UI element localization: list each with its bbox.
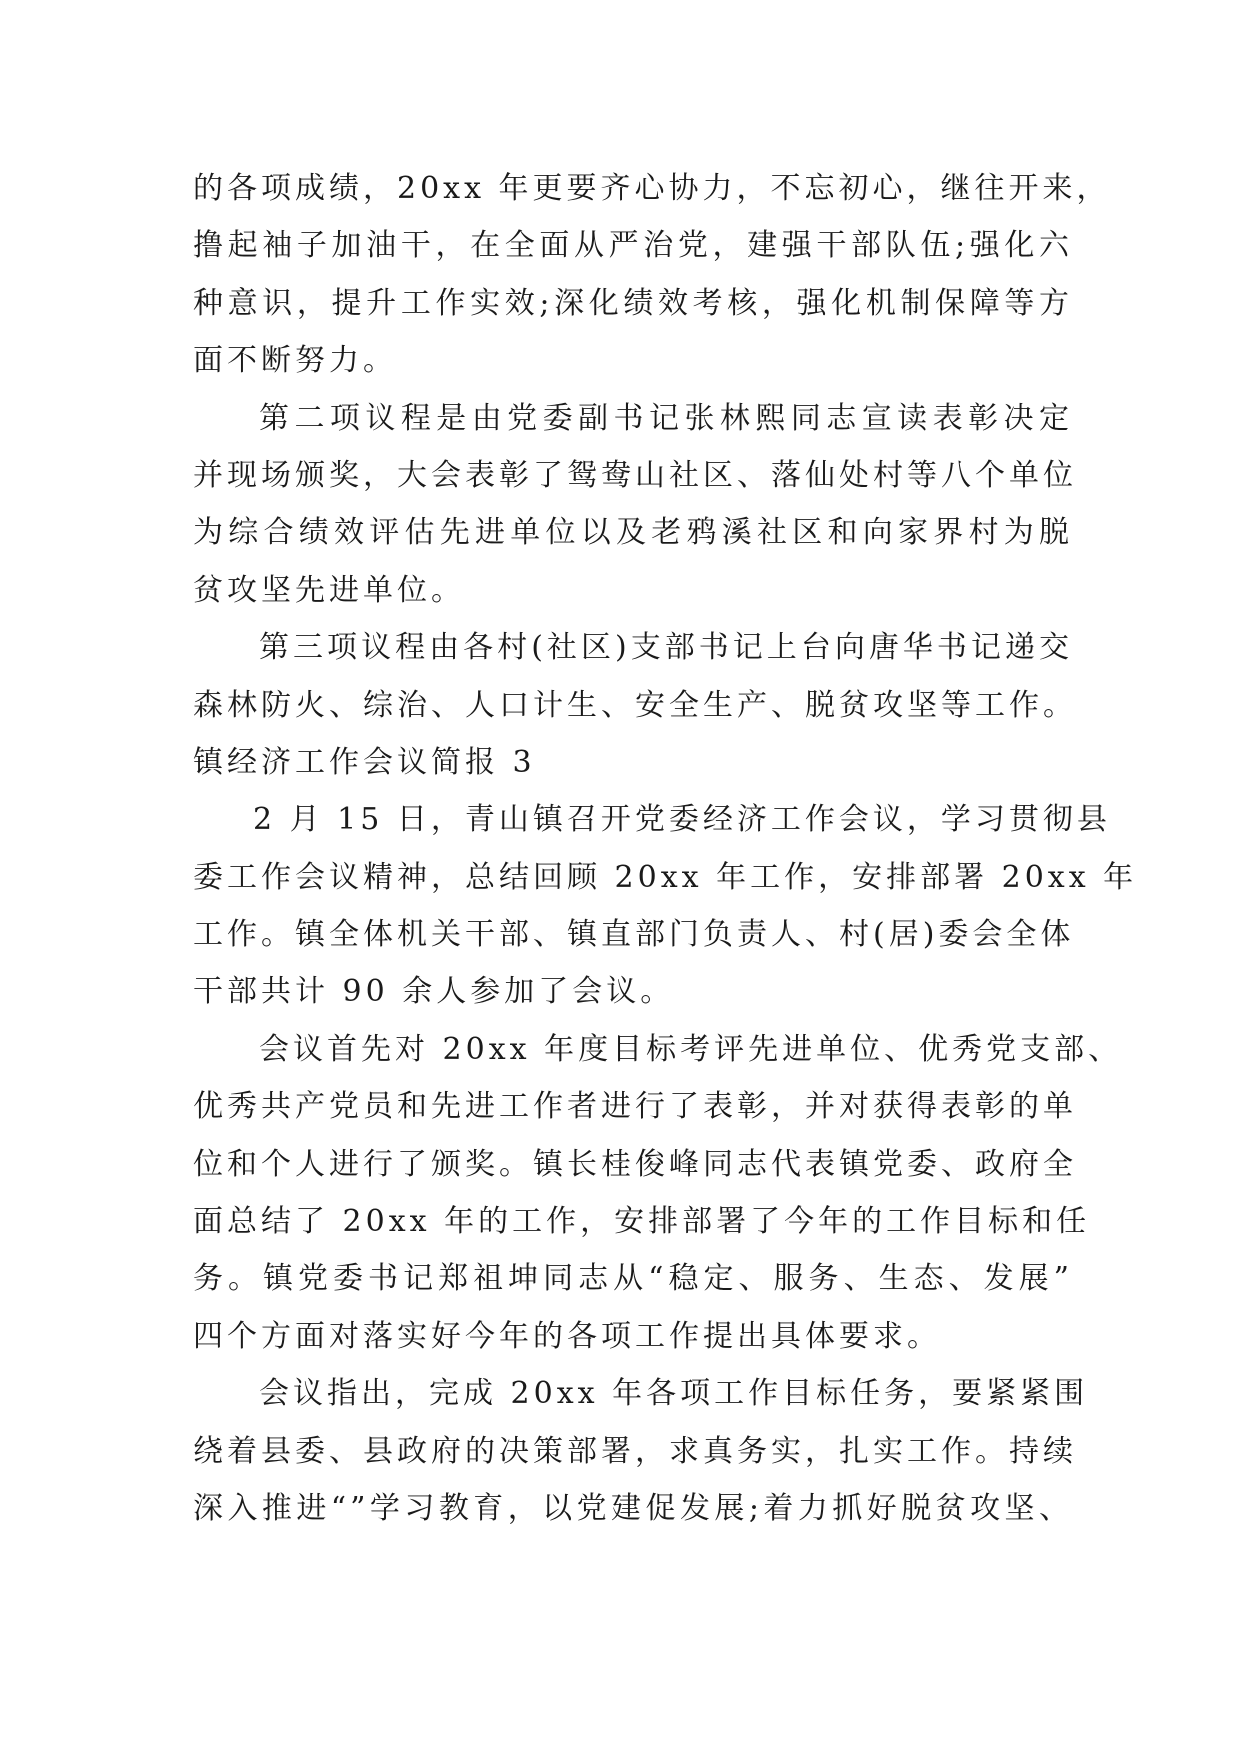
text-line: 四个方面对落实好今年的各项工作提出具体要求。: [193, 1318, 941, 1354]
paragraph-start-line: 第二项议程是由党委副书记张林熙同志宣读表彰决定: [259, 400, 1073, 436]
text-line: 位和个人进行了颁奖。镇长桂俊峰同志代表镇党委、政府全: [193, 1146, 1077, 1182]
text-line: 干部共计 90 余人参加了会议。: [193, 974, 675, 1010]
text-line: 委工作会议精神，总结回顾 20xx 年工作，安排部署 20xx 年: [193, 859, 1138, 895]
document-body: [193, 160, 1138, 1537]
text-line: 面总结了 20xx 年的工作，安排部署了今年的工作目标和任: [193, 1204, 1091, 1240]
text-line: 面不断努力。: [193, 343, 397, 379]
section-heading: 镇经济工作会议简报 3: [193, 744, 536, 780]
text-line: 深入推进“”学习教育，以党建促发展;着力抓好脱贫攻坚、: [193, 1490, 1073, 1526]
paragraph-start-line: 第三项议程由各村(社区)支部书记上台向唐华书记递交: [259, 630, 1073, 666]
text-line: 绕着县委、县政府的决策部署，求真务实，扎实工作。持续: [193, 1433, 1077, 1469]
paragraph-start-line: 会议指出，完成 20xx 年各项工作目标任务，要紧紧围: [259, 1376, 1089, 1412]
text-line: 工作。镇全体机关干部、镇直部门负责人、村(居)委会全体: [193, 917, 1075, 953]
text-line: 优秀共产党员和先进工作者进行了表彰，并对获得表彰的单: [193, 1089, 1077, 1125]
paragraph-start-line: 2 月 15 日，青山镇召开党委经济工作会议，学习贯彻县: [253, 802, 1111, 838]
text-line: 为综合绩效评估先进单位以及老鸦溪社区和向家界村为脱: [193, 515, 1073, 551]
text-line: 的各项成绩，20xx 年更要齐心协力，不忘初心，继往开来，: [193, 171, 1111, 206]
text-line: 并现场颁奖，大会表彰了鸳鸯山社区、落仙处村等八个单位: [193, 457, 1077, 493]
text-line: 森林防火、综治、人口计生、安全生产、脱贫攻坚等工作。: [193, 687, 1077, 723]
text-line: 种意识，提升工作实效;深化绩效考核，强化机制保障等方: [193, 285, 1073, 321]
text-line: 务。镇党委书记郑祖坤同志从“稳定、服务、生态、发展”: [193, 1261, 1073, 1297]
paragraph-start-line: 会议首先对 20xx 年度目标考评先进单位、优秀党支部、: [259, 1031, 1123, 1067]
text-line: 撸起袖子加油干，在全面从严治党，建强干部队伍;强化六: [193, 228, 1073, 264]
text-line: 贫攻坚先进单位。: [193, 572, 465, 608]
